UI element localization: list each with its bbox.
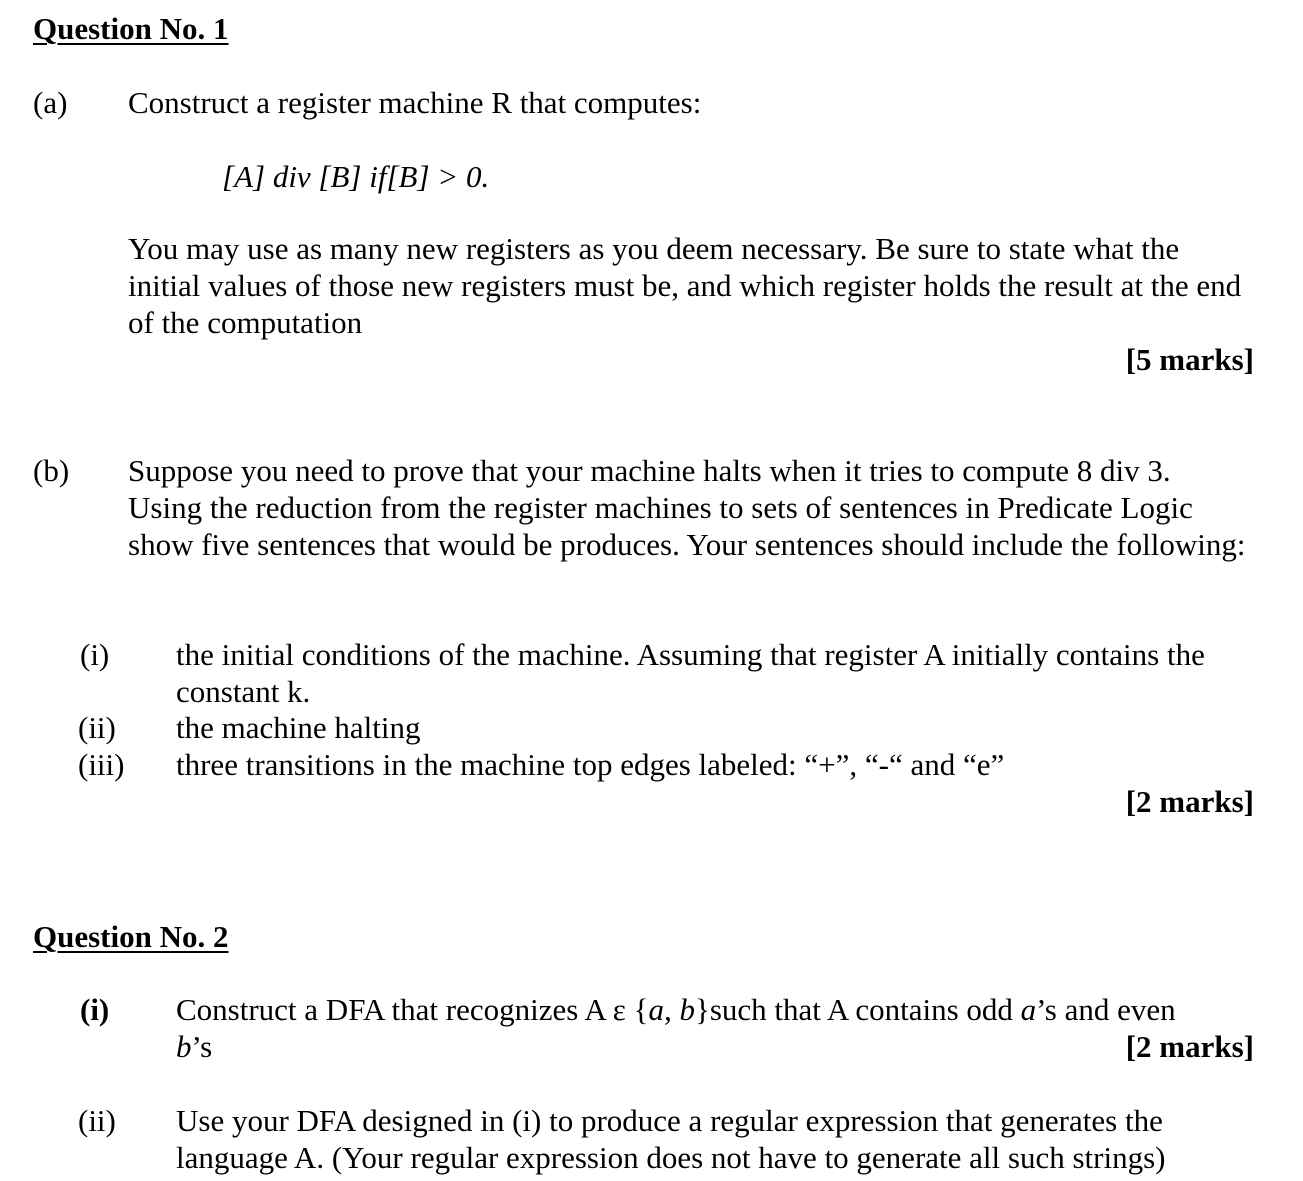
part-b-marks: [2 marks]	[1125, 784, 1254, 819]
part-b-item-label: (i)	[80, 637, 110, 672]
question-2-title: Question No. 2	[33, 919, 229, 954]
question-1-title: Question No. 1	[33, 11, 229, 46]
part-a-intro: Construct a register machine R that computes:	[128, 85, 702, 120]
q2-item-label: (ii)	[78, 1103, 116, 1138]
part-b-item-text: the initial conditions of the machine. Assuming that register A initially contains the constant k.	[176, 637, 1205, 709]
part-b-item-text: the machine halting	[176, 710, 421, 745]
part-b-label: (b)	[33, 453, 70, 488]
q2-item-text: Construct a DFA that recognizes A ε {a, b}such that A contains odd a’s and even b’s	[176, 992, 1176, 1064]
part-b-body: Suppose you need to prove that your machine halts when it tries to compute 8 div 3. Using the reduction from the register machines to sets of sentences in Predicate Logic show five sentences that would be produces. Your sentences should include the following:	[128, 453, 1246, 562]
part-b-item-text: three transitions in the machine top edges labeled: “+”, “-“ and “e”	[176, 747, 1005, 782]
part-b-item-label: (ii)	[78, 710, 116, 745]
q2-item-text: Use your DFA designed in (i) to produce a regular expression that generates the language A. (Your regular expression does not have to generate all such strings)	[176, 1103, 1166, 1175]
part-a-marks: [5 marks]	[1125, 342, 1254, 377]
part-b-item-label: (iii)	[78, 747, 125, 782]
part-a-label: (a)	[33, 85, 68, 120]
q2-item-label: (i)	[80, 992, 110, 1027]
part-a-formula: [A] div [B] if[B] > 0.	[222, 159, 490, 194]
part-a-body: You may use as many new registers as you deem necessary. Be sure to state what the initial values of those new registers must be, and which register holds the result at the end of the computation	[128, 231, 1242, 340]
q2-item-marks: [2 marks]	[1125, 1029, 1254, 1064]
